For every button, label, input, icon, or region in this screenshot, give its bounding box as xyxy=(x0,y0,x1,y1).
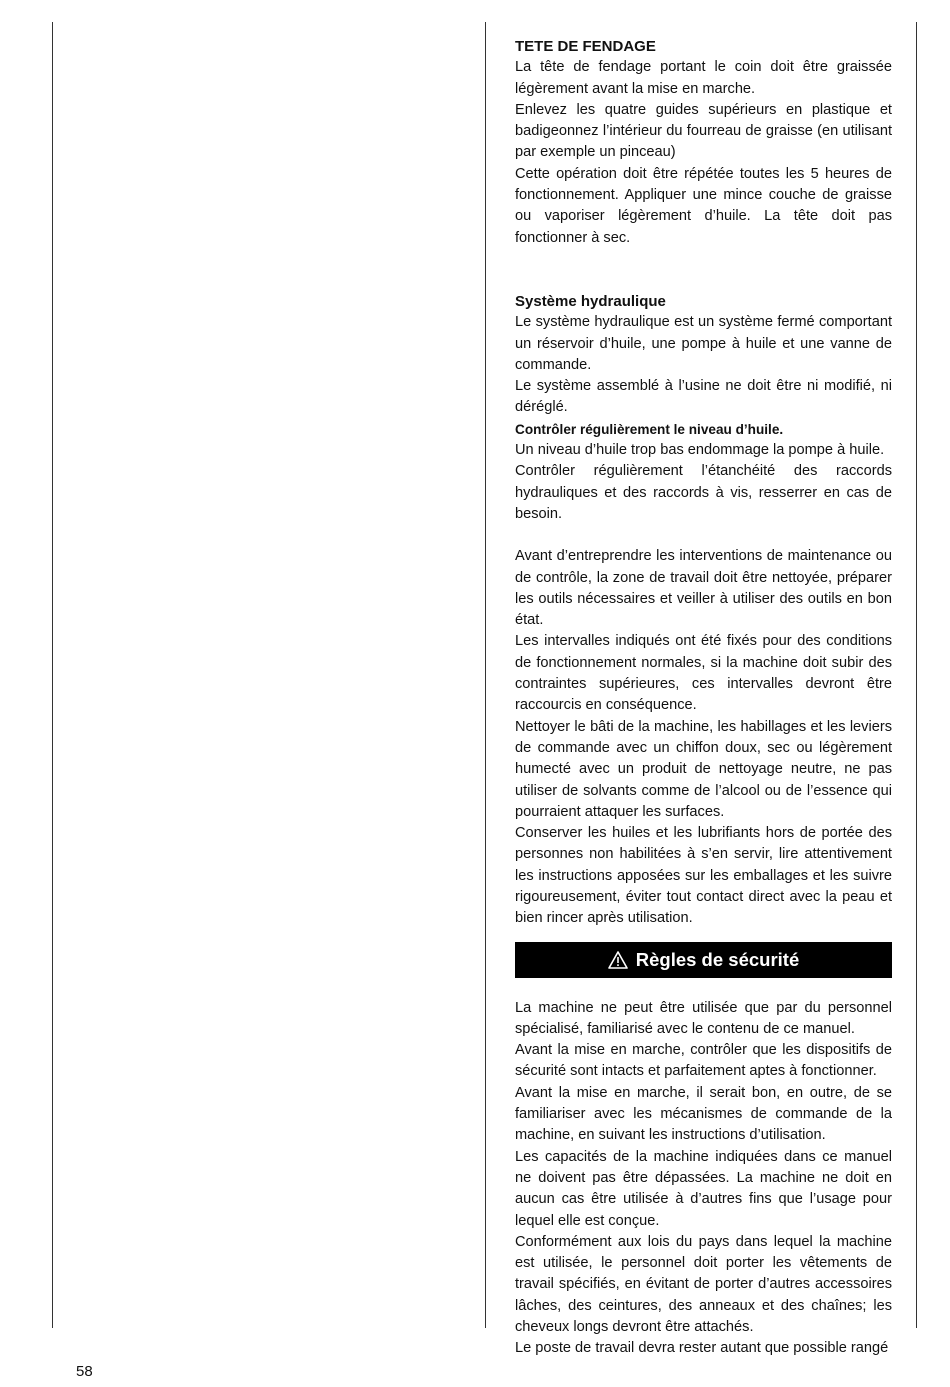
paragraph: Enlevez les quatre guides supérieurs en plastique et badigeonnez l’intérieur du fourreau de graisse (en utilisant par exemple un pinceau) xyxy=(515,101,892,161)
section-heading-tete-de-fendage: TETE DE FENDAGE xyxy=(515,38,656,55)
page-number: 58 xyxy=(76,1363,93,1380)
spacer xyxy=(515,525,892,546)
paragraph: Avant la mise en marche, il serait bon, en outre, de se familiariser avec les mécanismes de commande de la machine, en suivant les instructions d’utilisation. xyxy=(515,1084,892,1144)
paragraph: Les intervalles indiqués ont été fixés pour des conditions de fonctionnement normales, si la machine doit subir des contraintes supérieures, ces intervalles devront être raccourcis en conséquence. xyxy=(515,633,892,714)
paragraph: Conformément aux lois du pays dans lequel la machine est utilisée, le personnel doit porter les vêtements de travail spécifiés, en évitant de porter d’autres accessoires lâches, des ceintures, des anneaux et des chaînes; les cheveux longs devront être attachés. xyxy=(515,1233,892,1336)
safety-rules-banner xyxy=(515,942,892,978)
paragraph: Le système assemblé à l’usine ne doit être ni modifié, ni déréglé. xyxy=(515,378,892,416)
paragraph: Les capacités de la machine indiquées dans ce manuel ne doivent pas être dépassées. La machine ne doit en aucun cas être utilisée à d’autres fins que l’usage pour lequel elle est conçue. xyxy=(515,1148,892,1229)
paragraph: La machine ne peut être utilisée que par du personnel spécialisé, familiarisé avec le contenu de ce manuel. xyxy=(515,999,892,1037)
paragraph: La tête de fendage portant le coin doit être graissée légèrement avant la mise en marche. xyxy=(515,59,892,97)
paragraph: Conserver les huiles et les lubrifiants hors de portée des personnes non habilitées à s’en servir, lire attentivement les instructions apposées sur les emballages et les suivre rigoureusement, éviter tout contact direct avec la peau et bien rincer après utilisation. xyxy=(515,825,892,927)
paragraph: Le poste de travail devra rester autant que possible rangé xyxy=(515,1340,889,1357)
warning-triangle-icon xyxy=(608,951,628,969)
paragraph: Cette opération doit être répétée toutes les 5 heures de fonctionnement. Appliquer une mince couche de graisse ou vaporiser légèrement d’huile. La tête doit pas fonctionner à sec. xyxy=(515,165,892,246)
right-margin-rule xyxy=(916,22,917,1328)
paragraph: Le système hydraulique est un système fermé comportant un réservoir d’huile, une pompe à huile et une vanne de commande. xyxy=(515,314,892,373)
center-column-rule xyxy=(485,22,486,1328)
paragraph: Avant la mise en marche, contrôler que les dispositifs de sécurité sont intacts et parfaitement aptes à fonctionner. xyxy=(515,1042,892,1080)
left-margin-rule xyxy=(52,22,53,1328)
paragraph: Un niveau d’huile trop bas endommage la pompe à huile. xyxy=(515,442,885,459)
text-column xyxy=(515,36,892,1360)
paragraph: Avant d’entreprendre les interventions de maintenance ou de contrôle, la zone de travail doit être nettoyée, préparer les outils nécessaires et veiller à utiliser des outils en bon état. xyxy=(515,548,892,629)
paragraph: Contrôler régulièrement l’étanchéité des raccords hydrauliques et des raccords à vis, resserrer en cas de besoin. xyxy=(515,463,892,522)
spacer xyxy=(515,249,892,291)
bold-note: Contrôler régulièrement le niveau d’huile. xyxy=(515,421,784,437)
section-heading-systeme-hydraulique: Système hydraulique xyxy=(515,292,666,310)
safety-banner-title: Règles de sécurité xyxy=(635,948,800,970)
paragraph: Nettoyer le bâti de la machine, les habillages et les leviers de commande avec un chiffon doux, sec ou légèrement humecté avec un produit de nettoyage neutre, ne pas utiliser de solvants comme de l’alcool ou de l’essence qui pourraient attaquer les surfaces. xyxy=(515,718,892,820)
